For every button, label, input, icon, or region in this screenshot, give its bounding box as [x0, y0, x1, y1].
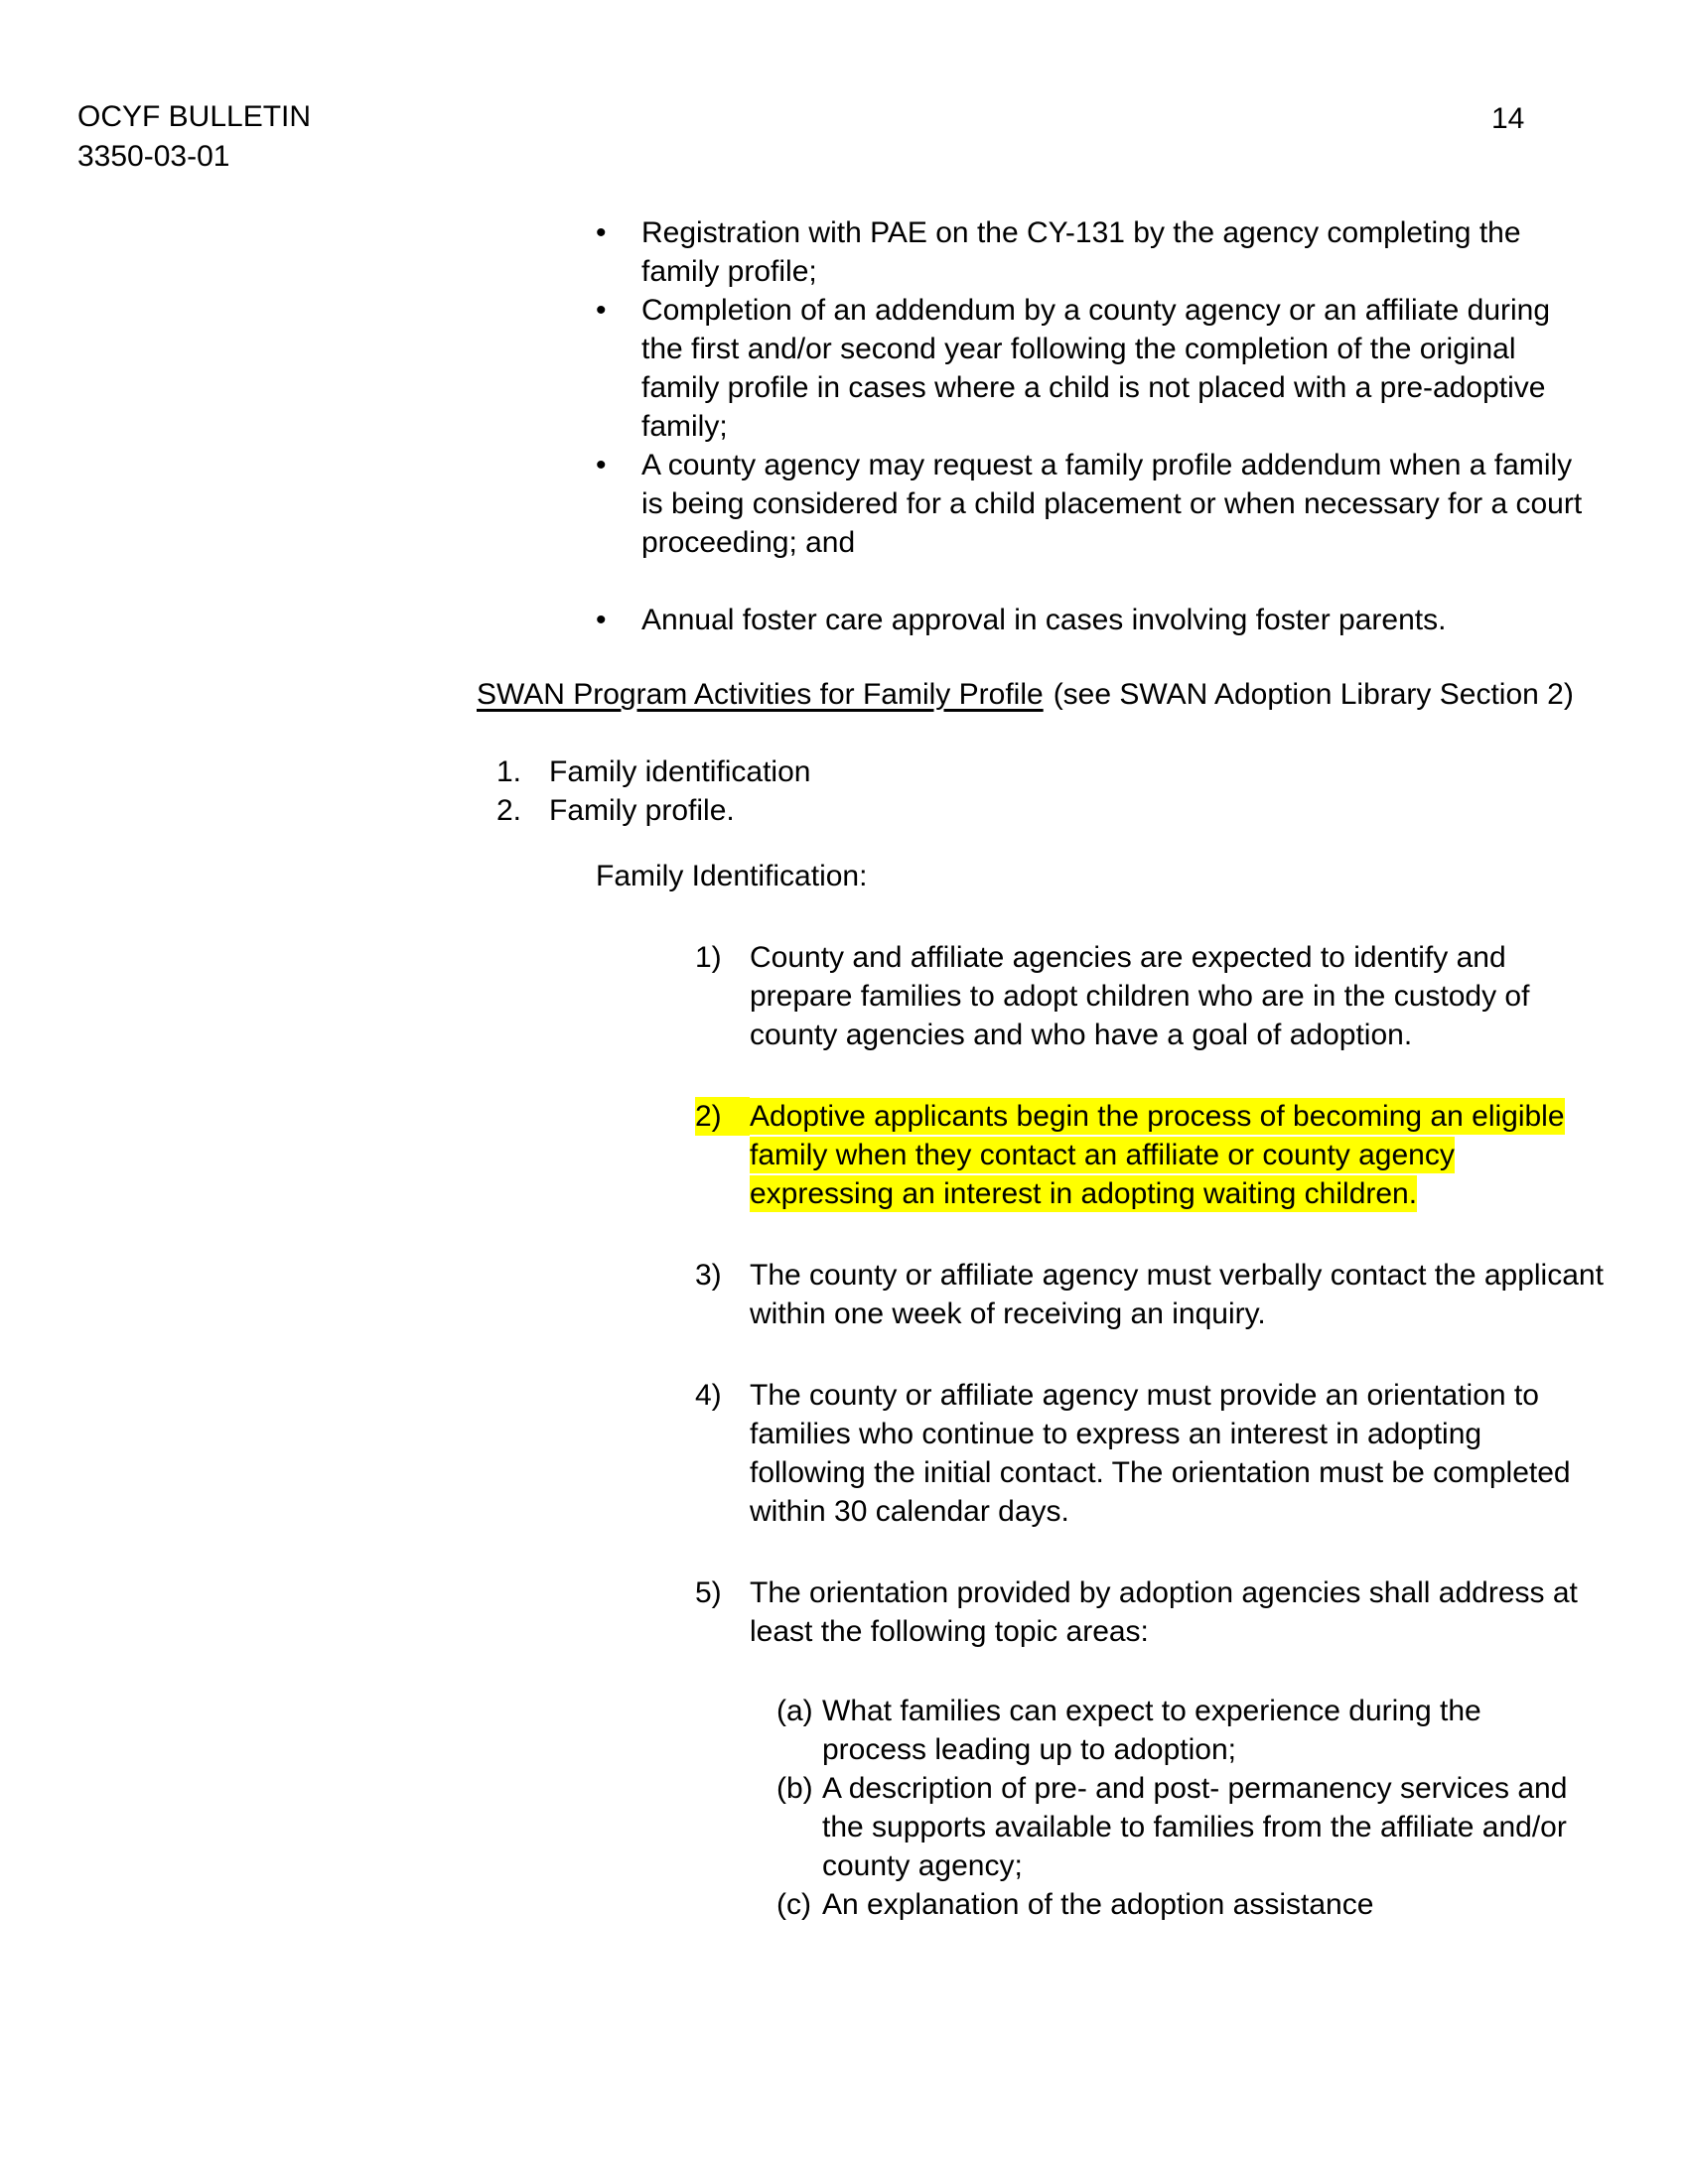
item-marker: 3): [695, 1259, 722, 1292]
item-marker: 4): [695, 1379, 722, 1412]
bulletin-title: OCYF BULLETIN: [77, 100, 312, 133]
bullet-item: [596, 291, 1688, 446]
item-text: [750, 1256, 1604, 1333]
bullet-item: [596, 213, 1688, 291]
subsection-heading: Family Identification:: [596, 860, 868, 892]
item-text-content: County and affiliate agencies are expected to identify and prepare families to adopt children who are in the custody of county agencies and who have a goal of adoption.: [750, 941, 1530, 1051]
page-number: 14: [1491, 102, 1525, 135]
bullet-item: [596, 446, 1688, 562]
numbered-item: [695, 938, 1688, 1054]
item-text: [750, 1097, 1604, 1213]
letter-text: What families can expect to experience during the process leading up to adoption;: [822, 1695, 1481, 1766]
numbered-item: [695, 1376, 1688, 1531]
item-marker: 2): [695, 1097, 750, 1136]
bullet-text: Annual foster care approval in cases involving foster parents.: [641, 604, 1447, 636]
bullet-marker: •: [596, 294, 607, 327]
letter-text: A description of pre- and post- permanency services and the supports available to families from the affiliate and/or county agency;: [822, 1772, 1568, 1882]
list-text: Family identification: [549, 755, 811, 788]
section-heading-underlined: SWAN Program Activities for Family Profile: [477, 678, 1044, 711]
numbered-list: [496, 752, 1688, 830]
bullet-text: Registration with PAE on the CY-131 by the agency completing the family profile;: [641, 216, 1521, 288]
bullet-text: A county agency may request a family profile addendum when a family is being considered for a child placement or when necessary for a court proceeding; and: [641, 449, 1583, 559]
lettered-item-list: [776, 1692, 1688, 1924]
item-text: [750, 938, 1604, 1054]
numbered-item-list: [695, 938, 1688, 1651]
bullet-marker: •: [596, 216, 607, 249]
item-marker: 5): [695, 1576, 722, 1609]
list-item: [496, 791, 1688, 830]
numbered-item-highlighted: [695, 1097, 1688, 1213]
bulletin-number: 3350-03-01: [77, 140, 230, 173]
item-text: [750, 1376, 1604, 1531]
item-text-content: The orientation provided by adoption agencies shall address at least the following topic areas:: [750, 1576, 1578, 1648]
section-heading: [477, 675, 1609, 714]
list-marker: 2.: [496, 794, 522, 827]
bullet-list: [596, 213, 1688, 639]
item-text-content: The county or affiliate agency must verbally contact the applicant within one week of receiving an inquiry.: [750, 1259, 1604, 1330]
lettered-item: [776, 1885, 1688, 1924]
letter-marker: (b): [776, 1772, 813, 1805]
section-heading-note: (see SWAN Adoption Library Section 2): [1053, 678, 1574, 711]
letter-marker: (c): [776, 1888, 811, 1921]
bullet-item: [596, 601, 1688, 639]
letter-marker: (a): [776, 1695, 813, 1727]
item-text: [750, 1573, 1604, 1651]
numbered-item: [695, 1573, 1688, 1651]
item-text-content: The county or affiliate agency must provide an orientation to families who continue to express an interest in adopting following the initial contact. The orientation must be completed within 30 calendar days.: [750, 1379, 1571, 1528]
highlighted-text-content: Adoptive applicants begin the process of becoming an eligible family when they contact an affiliate or county agency expressing an interest in adopting waiting children.: [750, 1100, 1565, 1210]
list-item: [496, 752, 1688, 791]
bullet-marker: •: [596, 449, 607, 481]
bullet-marker: •: [596, 604, 607, 636]
item-marker: 1): [695, 941, 722, 974]
list-text: Family profile.: [549, 794, 735, 827]
lettered-item: [776, 1769, 1688, 1885]
numbered-item: [695, 1256, 1688, 1333]
lettered-item: [776, 1692, 1688, 1769]
bullet-text: Completion of an addendum by a county agency or an affiliate during the first and/or second year following the completion of the original family profile in cases where a child is not placed with a pre-adoptive family;: [641, 294, 1551, 443]
list-marker: 1.: [496, 755, 522, 788]
letter-text: An explanation of the adoption assistance: [822, 1888, 1374, 1921]
